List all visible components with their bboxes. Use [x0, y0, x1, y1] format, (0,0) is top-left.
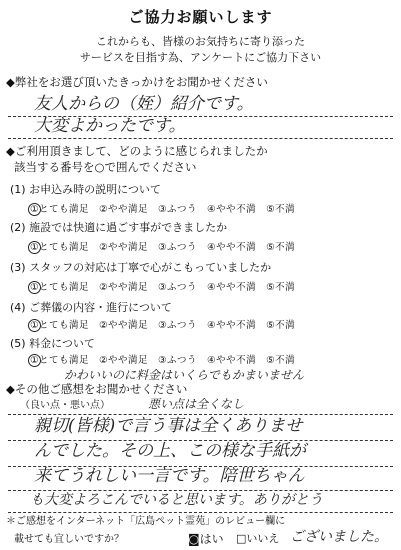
- item-1-label: (1) お申込み時の説明について: [10, 183, 161, 196]
- question-3-label: ◆その他ご感想をお聞かせください: [6, 382, 188, 396]
- no-label: いいえ: [246, 532, 280, 545]
- question-2-label-2: 該当する番号を○で囲んでください: [14, 160, 197, 174]
- item-4-options: ①とても満足 ②やや満足 ③ふつう ④やや不満 ⑤不満: [30, 320, 296, 331]
- comment-line-3-rule: [8, 490, 393, 491]
- footer-note-2: 載せても宜しいですか？: [14, 534, 124, 545]
- question-3-sublabel: （良い点・悪い点）: [20, 400, 110, 411]
- comment-line-4-rule: [8, 512, 393, 513]
- item-5-options: ①とても満足 ②やや満足 ③ふつう ④やや不満 ⑤不満: [30, 355, 296, 366]
- answer-line-2: [8, 138, 393, 139]
- selected-circle-4: [28, 319, 41, 332]
- yes-option[interactable]: [188, 533, 224, 545]
- intro-line-1: これからも、皆様のお気持ちに寄り添った: [96, 35, 305, 48]
- question-1-answer-line-1: 友人からの（姪）紹介です。: [34, 94, 254, 114]
- no-option[interactable]: [236, 533, 279, 544]
- item-2-label: (2) 施設では快適に過ごす事ができましたか: [10, 221, 228, 234]
- item-1-options: ①とても満足 ②やや満足 ③ふつう ④やや不満 ⑤不満: [30, 204, 296, 215]
- footer-note-1: ＊ご感想をインターネット「広島ペット霊苑」のレビュー欄に: [6, 516, 286, 527]
- item-3-options: ①とても満足 ②やや満足 ③ふつう ④やや不満 ⑤不満: [30, 282, 296, 293]
- comment-line-3: 来てうれしい一言です。陪世ちゃん: [34, 466, 305, 486]
- question-2-label-1: ◆ご利用頂きまして、どのように感じられましたか: [6, 144, 268, 158]
- comment-line-0: [8, 414, 393, 415]
- comment-line-2: んでした。その上、この様な手紙が: [34, 441, 306, 461]
- item-2-options: ①とても満足 ②やや満足 ③ふつう ④やや不満 ⑤不満: [30, 242, 296, 253]
- comment-line-1: 親切(皆様)で言う事は全くありませ: [34, 416, 303, 436]
- selected-circle-5: [28, 354, 41, 367]
- item-5-label: (5) 料金について: [10, 337, 95, 350]
- bad-points-note: 悪い点は全くなし: [148, 397, 245, 411]
- selected-circle-3: [28, 281, 41, 294]
- intro-line-2: サービスを目指す為、アンケートにご協力下さい: [79, 51, 322, 64]
- question-1-label: ◆弊社をお選び頂いたきっかけをお聞かせください: [6, 75, 268, 89]
- selected-circle-2: [28, 241, 41, 254]
- selected-circle-1: [28, 203, 41, 216]
- item-4-label: (4) ご葬儀の内容・進行について: [10, 301, 172, 314]
- no-checkbox-icon: □: [236, 532, 247, 545]
- closing-handwriting: ございました。: [290, 529, 388, 545]
- yes-label: はい: [199, 532, 224, 546]
- page-title: ご協力お願いします: [128, 8, 273, 26]
- price-comment: かわいいのに料金はいくらでもかまいません: [64, 368, 304, 382]
- question-1-answer-line-2: 大変よかったです。: [34, 116, 186, 136]
- comment-line-4: も大変よろこんでいると思います。ありがとう: [30, 492, 323, 508]
- yes-checked-icon: ◙: [188, 532, 200, 546]
- item-3-label: (3) スタッフの対応は丁寧で心がこもっていましたか: [10, 261, 272, 274]
